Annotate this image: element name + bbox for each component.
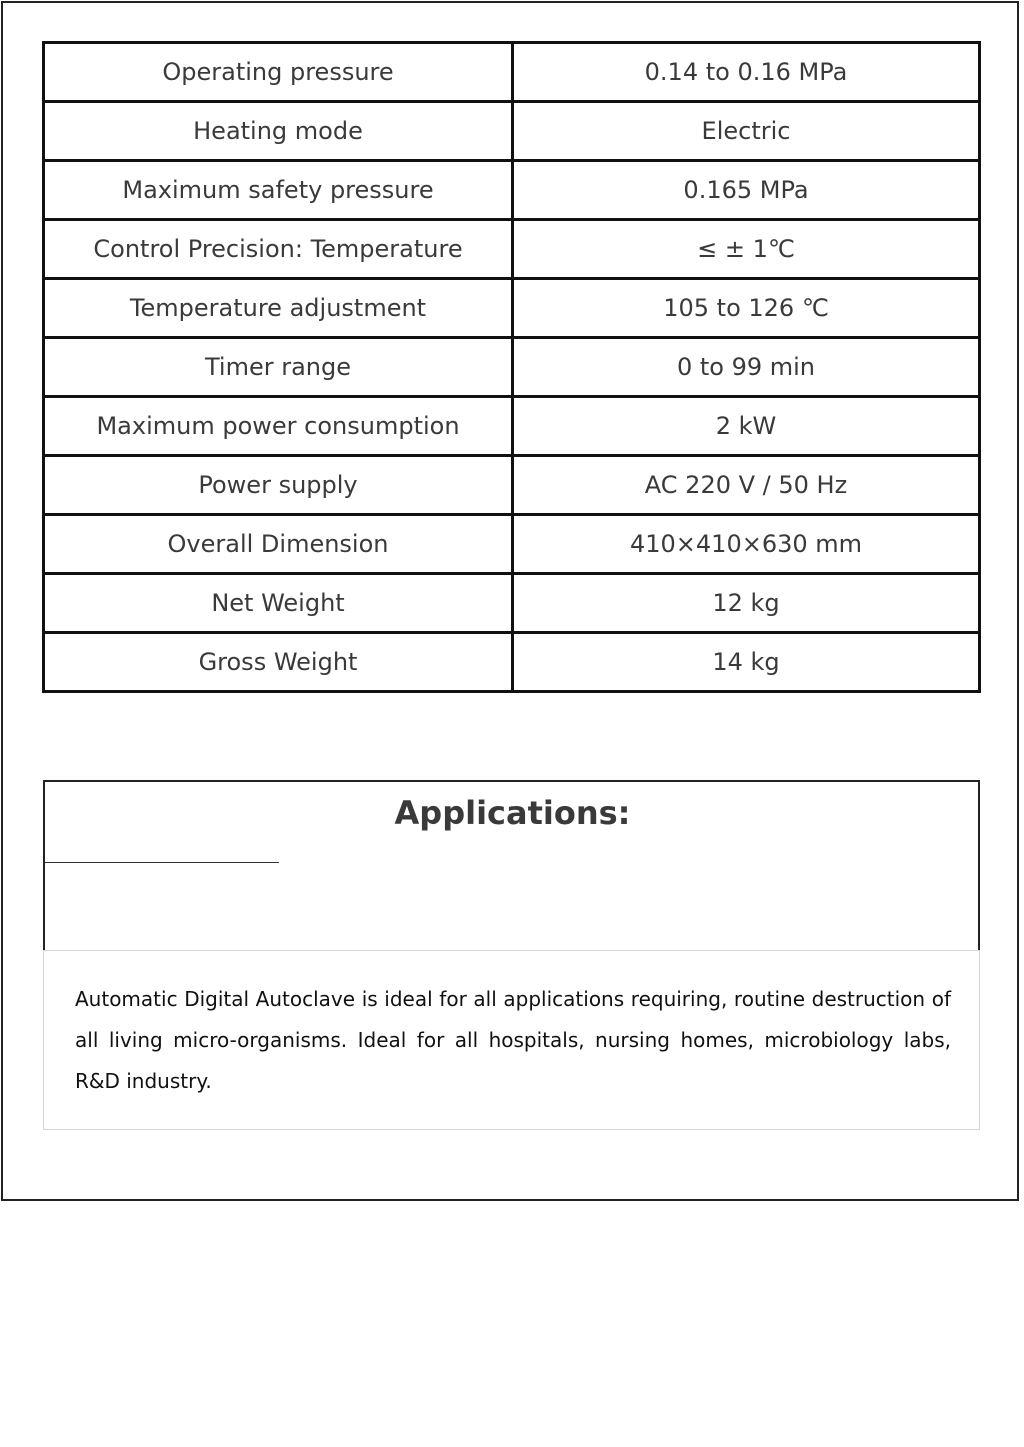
spec-parameter: Maximum safety pressure [44,161,513,220]
spec-value: 0 to 99 min [513,338,980,397]
table-row [44,574,980,633]
applications-title: Applications: [394,794,631,832]
spec-value: AC 220 V / 50 Hz [513,456,980,515]
spec-value: 410×410×630 mm [513,515,980,574]
spec-parameter: Temperature adjustment [44,279,513,338]
spec-value: 0.165 MPa [513,161,980,220]
applications-section [43,780,980,1130]
table-row [44,456,980,515]
spec-parameter: Maximum power consumption [44,397,513,456]
spec-value: Electric [513,102,980,161]
spec-value: 0.14 to 0.16 MPa [513,43,980,102]
spec-parameter: Control Precision: Temperature [44,220,513,279]
table-row [44,220,980,279]
table-row [44,161,980,220]
spec-value: ≤ ± 1℃ [513,220,980,279]
spec-value: 12 kg [513,574,980,633]
table-row [44,102,980,161]
table-row [44,633,980,692]
table-row [44,515,980,574]
spec-value: 2 kW [513,397,980,456]
applications-header [43,780,980,951]
spec-parameter: Gross Weight [44,633,513,692]
spec-value: 105 to 126 ℃ [513,279,980,338]
spec-parameter: Timer range [44,338,513,397]
spec-parameter: Net Weight [44,574,513,633]
table-row [44,397,980,456]
applications-text: Automatic Digital Autoclave is ideal for all applications requiring, routine destruction of all living micro-organisms. Ideal for all hospitals, nursing homes, microbiology labs, R&D industry. [75,987,951,1093]
table-row [44,338,980,397]
table-row [44,43,980,102]
spec-parameter: Overall Dimension [44,515,513,574]
table-row [44,279,980,338]
spec-parameter: Power supply [44,456,513,515]
spec-parameter: Operating pressure [44,43,513,102]
spec-value: 14 kg [513,633,980,692]
applications-body [43,950,980,1130]
spec-table [42,41,981,693]
divider [45,862,279,863]
spec-parameter: Heating mode [44,102,513,161]
